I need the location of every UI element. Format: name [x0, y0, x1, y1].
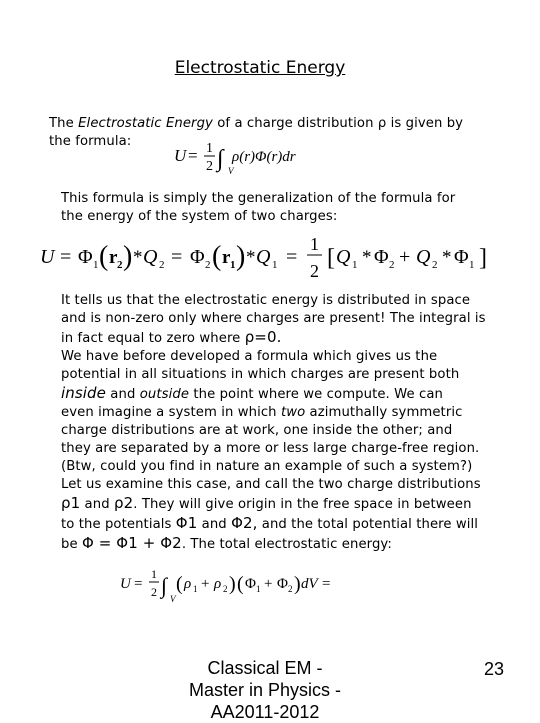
- svg-text:Q: Q: [143, 246, 158, 268]
- svg-text:Q: Q: [416, 246, 431, 268]
- svg-text:+: +: [201, 576, 210, 592]
- svg-text:2: 2: [205, 259, 211, 271]
- svg-text:V: V: [228, 166, 234, 176]
- integral-sign: ∫: [217, 146, 224, 172]
- svg-text:(: (: [176, 573, 183, 595]
- svg-text:U: U: [120, 576, 131, 592]
- svg-text:): ): [229, 573, 236, 595]
- svg-text:=: =: [171, 246, 183, 268]
- svg-text:): ): [236, 241, 246, 272]
- two-charge-energy-formula: [38, 228, 498, 288]
- svg-text:1: 1: [256, 584, 261, 594]
- footer-course-info: Classical EM - Master in Physics - AA2011-2012: [188, 658, 342, 722]
- svg-text:+: +: [399, 246, 411, 268]
- svg-text:∫: ∫: [161, 573, 168, 598]
- page-title: Electrostatic Energy: [174, 58, 346, 78]
- svg-text:=: =: [134, 576, 143, 592]
- svg-text:(: (: [99, 241, 109, 272]
- svg-text:2: 2: [151, 585, 157, 599]
- svg-text:1: 1: [93, 259, 99, 271]
- svg-text:Φ: Φ: [454, 246, 469, 268]
- svg-text:=: =: [60, 246, 72, 268]
- intro-paragraph: The Electrostatic Energy of a charge distribution ρ is given by the formula:: [49, 116, 464, 149]
- svg-text:1: 1: [310, 234, 319, 254]
- svg-text:Q: Q: [256, 246, 271, 268]
- svg-text:[: [: [327, 245, 335, 271]
- svg-text:dV: dV: [301, 576, 318, 592]
- svg-text:1: 1: [352, 259, 358, 271]
- svg-text:1: 1: [230, 259, 236, 271]
- main-paragraph: It tells us that the electrostatic energy is distributed in space and is non-zero only where charges are present! The integral is in fact equal to zero where ρ=0. We have before developed a formula which gives us the potential in all situations in which charges are present both inside and outside the point where we compute. We can even imagine a system in which two azimuthally symmetric charge distributions are at work, one inside the other; and they are separated by a more or less large charge-free region. (Btw, could you find in nature an example of such a system?) Let us examine this case, and call the two charge distributions ρ1 and ρ2. They will give origin in the free space in between to the potentials Φ1 and Φ2, and the total potential there will be Φ = Φ1 + Φ2. The total electrostatic energy:: [61, 293, 486, 552]
- svg-text:U: U: [40, 246, 55, 268]
- svg-text:1: 1: [469, 259, 475, 271]
- intro-term: Electrostatic Energy: [78, 116, 213, 131]
- svg-text:ρ: ρ: [214, 576, 222, 592]
- svg-text:ρ(r)Φ(r)dr: ρ(r)Φ(r)dr: [232, 149, 296, 165]
- svg-text:Φ: Φ: [190, 246, 205, 268]
- total-energy-formula: [118, 564, 338, 612]
- svg-text:*: *: [442, 247, 452, 268]
- svg-text:Q: Q: [336, 246, 351, 268]
- svg-text:): ): [123, 241, 133, 272]
- svg-text:2: 2: [117, 259, 123, 271]
- svg-text:1: 1: [272, 259, 278, 271]
- svg-text:=: =: [322, 576, 331, 592]
- svg-text:2: 2: [206, 159, 213, 174]
- svg-text:Φ: Φ: [277, 576, 288, 592]
- svg-text:U: U: [174, 146, 187, 165]
- generalization-paragraph: This formula is simply the generalization of the formula for the energy of the system of two charges:: [61, 191, 456, 224]
- svg-text:(: (: [212, 241, 222, 272]
- svg-text:*: *: [133, 247, 143, 268]
- svg-text:(: (: [237, 573, 244, 595]
- svg-text:*: *: [246, 247, 256, 268]
- svg-text:V: V: [170, 594, 176, 604]
- svg-text:1: 1: [206, 141, 213, 156]
- svg-text:2: 2: [159, 259, 165, 271]
- svg-text:]: ]: [479, 245, 487, 271]
- svg-text:*: *: [362, 247, 372, 268]
- svg-text:1: 1: [193, 584, 198, 594]
- energy-integral-formula: [172, 136, 322, 184]
- page-number: 23: [484, 659, 505, 679]
- svg-text:=: =: [188, 146, 198, 165]
- svg-text:1: 1: [151, 567, 157, 581]
- svg-text:r: r: [109, 247, 118, 268]
- svg-text:2: 2: [223, 584, 228, 594]
- svg-text:2: 2: [288, 584, 293, 594]
- svg-text:2: 2: [310, 261, 319, 281]
- svg-text:Φ: Φ: [245, 576, 256, 592]
- svg-text:2: 2: [389, 259, 395, 271]
- svg-text:Φ: Φ: [78, 246, 93, 268]
- svg-text:ρ: ρ: [184, 576, 192, 592]
- svg-text:Φ: Φ: [374, 246, 389, 268]
- svg-text:r: r: [222, 247, 231, 268]
- svg-text:): ): [294, 573, 301, 595]
- svg-text:=: =: [286, 246, 298, 268]
- svg-text:+: +: [264, 576, 273, 592]
- svg-text:2: 2: [432, 259, 438, 271]
